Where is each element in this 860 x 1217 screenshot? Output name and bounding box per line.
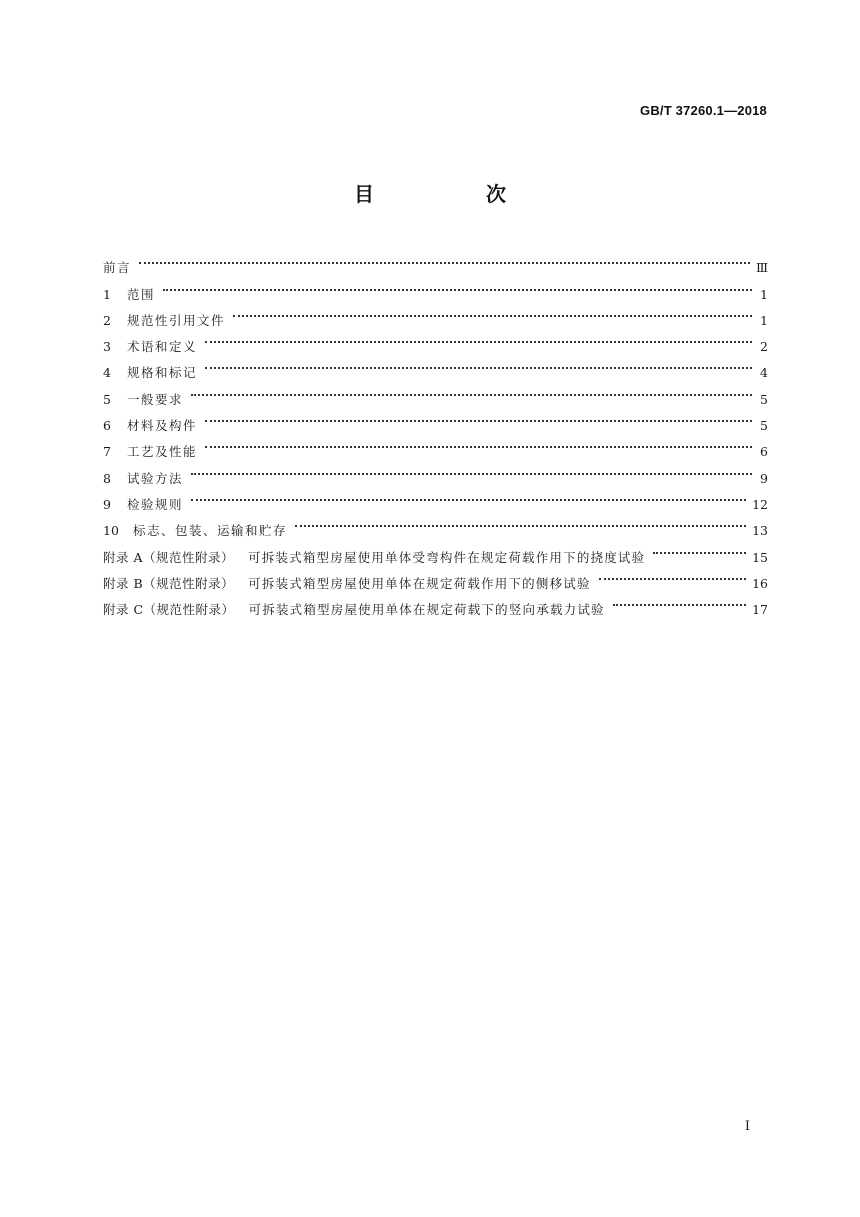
dot-leader [139, 246, 750, 272]
toc-entry-page: 16 [752, 575, 768, 591]
toc-entry-number: 7 [103, 444, 111, 460]
toc-entry-label: 前言 [103, 260, 132, 276]
page-number: Ⅰ [744, 1119, 750, 1134]
toc-entry-page: 9 [760, 470, 768, 486]
toc-entry-normative-references[interactable] [103, 299, 768, 328]
toc-entry-number: 1 [103, 286, 111, 302]
toc-entry-inspection-rules[interactable] [103, 483, 768, 512]
toc-entry-page: 12 [752, 496, 768, 512]
toc-entry-label: 试验方法 [127, 470, 184, 486]
dot-leader [205, 325, 752, 351]
dot-leader [205, 430, 752, 456]
toc-entry-page: 1 [760, 312, 768, 328]
toc-annex-title: 可拆装式箱型房屋使用单体受弯构件在规定荷载作用下的挠度试验 [248, 549, 646, 565]
dot-leader [163, 272, 752, 298]
toc-entry-page: 15 [752, 549, 768, 565]
toc-entry-label: 一般要求 [127, 391, 184, 407]
dot-leader [205, 351, 752, 377]
toc-entry-foreword[interactable] [103, 246, 768, 276]
toc-entry-number: 4 [103, 365, 111, 381]
toc-entry-page: 5 [760, 418, 768, 434]
toc-annex-label: 附录 A（规范性附录） [103, 549, 235, 565]
toc-entry-label: 检验规则 [127, 496, 184, 512]
toc-entry-marking-packaging-transport-storage[interactable] [103, 509, 768, 539]
toc-entry-test-methods[interactable] [103, 456, 768, 486]
toc-entry-general-requirements[interactable] [103, 377, 768, 407]
toc-entry-label: 材料及构件 [127, 418, 198, 434]
toc-entry-page: 1 [760, 286, 768, 302]
toc-entry-scope[interactable] [103, 272, 768, 302]
toc-entry-label: 标志、包装、运输和贮存 [133, 523, 288, 539]
toc-entry-process-performance[interactable] [103, 430, 768, 460]
toc-annex-title: 可拆装式箱型房屋使用单体在规定荷载下的竖向承载力试验 [248, 602, 605, 618]
toc-entry-label: 规格和标记 [127, 365, 198, 381]
toc-annex-label: 附录 C（规范性附录） [103, 602, 235, 618]
toc-entry-page: 13 [752, 523, 768, 539]
toc-entry-page: 5 [760, 391, 768, 407]
toc-entry-page: Ⅲ [755, 260, 768, 276]
toc-entry-label: 范围 [127, 286, 156, 302]
toc-entry-specification-marking[interactable] [103, 351, 768, 381]
standard-number: GB/T 37260.1—2018 [640, 103, 767, 118]
toc-entry-label: 工艺及性能 [127, 444, 198, 460]
toc-entry-materials-components[interactable] [103, 404, 768, 434]
dot-leader [191, 377, 752, 403]
toc-entry-page: 4 [760, 365, 768, 381]
toc-entry-number: 10 [103, 523, 119, 539]
toc-entry-number: 5 [103, 391, 111, 407]
dot-leader [653, 535, 746, 561]
toc-entry-page: 2 [760, 339, 768, 355]
dot-leader [191, 483, 746, 509]
dot-leader [205, 404, 752, 430]
dot-leader [599, 562, 746, 588]
dot-leader [613, 588, 746, 614]
page-title: 目 次 [354, 182, 552, 206]
toc-annex-label: 附录 B（规范性附录） [103, 575, 235, 591]
dot-leader [191, 456, 752, 482]
table-of-contents [103, 246, 768, 618]
toc-entry-page: 17 [752, 602, 768, 618]
toc-entry-label: 规范性引用文件 [127, 312, 226, 328]
toc-entry-number: 9 [103, 496, 111, 512]
toc-entry-page: 6 [760, 444, 768, 460]
toc-entry-label: 术语和定义 [127, 339, 198, 355]
toc-entry-number: 2 [103, 312, 111, 328]
toc-entry-number: 8 [103, 470, 111, 486]
dot-leader [295, 509, 746, 535]
dot-leader [233, 299, 752, 325]
toc-annex-title: 可拆装式箱型房屋使用单体在规定荷载作用下的侧移试验 [248, 575, 591, 591]
toc-entry-number: 6 [103, 418, 111, 434]
toc-entry-number: 3 [103, 339, 111, 355]
